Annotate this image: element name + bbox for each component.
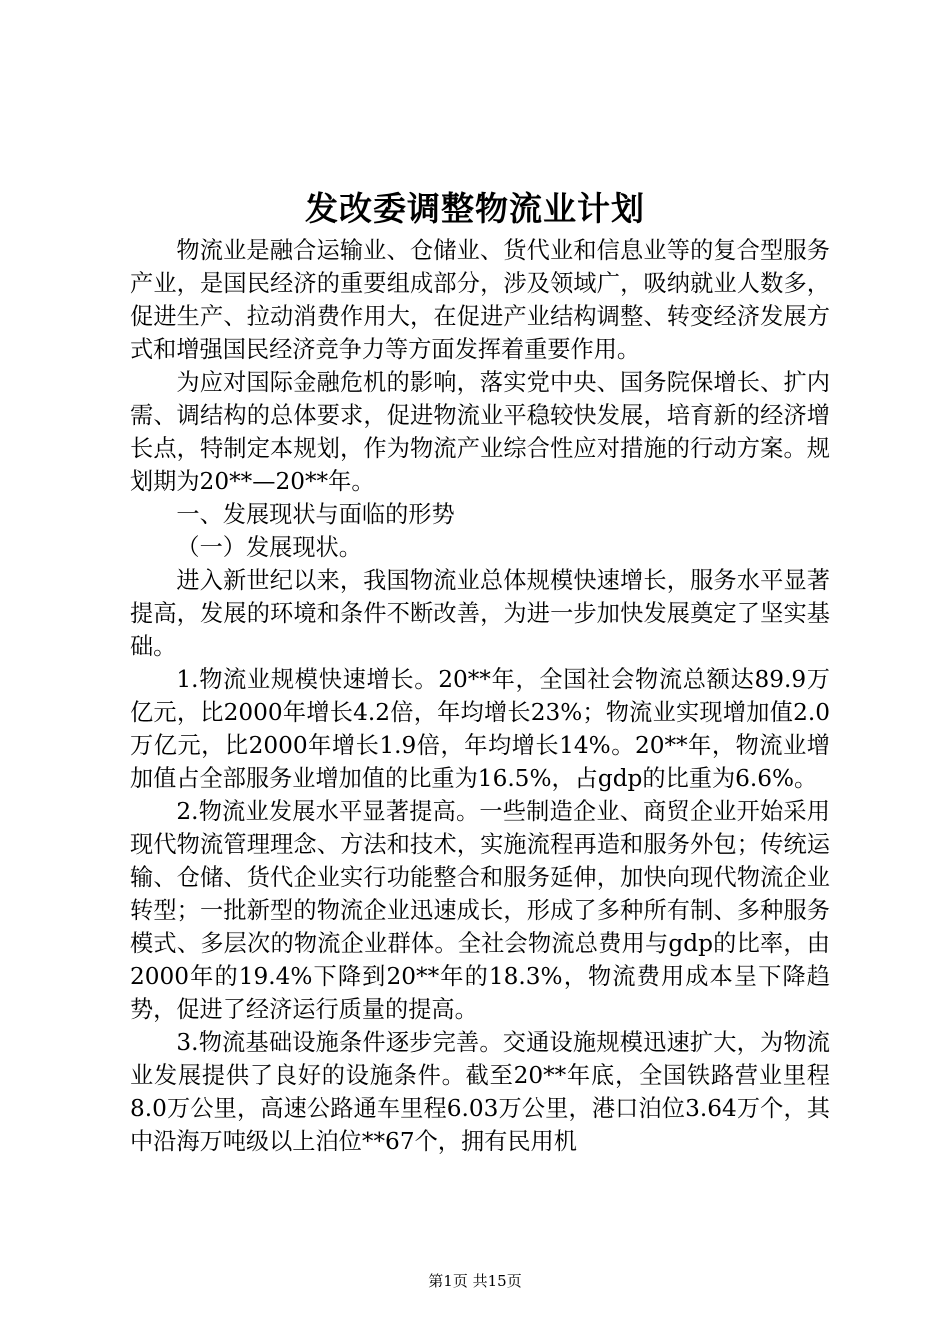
paragraph-purpose: 为应对国际金融危机的影响，落实党中央、国务院保增长、扩内需、调结构的总体要求，促进物流业平稳较快发展，培育新的经济增长点，特制定本规划，作为物流产业综合性应对措施的行动方案。规划期为20**—20**年。 — [130, 369, 830, 495]
page-number: 第1页 共15页 — [428, 1272, 522, 1290]
paragraph-point-1: 1.物流业规模快速增长。20**年，全国社会物流总额达89.9万亿元，比2000年增长4.2倍，年均增长23%；物流业实现增加值2.0万亿元，比2000年增长1.9倍，年均增长14%。20**年，物流业增加值占全部服务业增加值的比重为16.5%，占gdp的比重为6.6%。 — [130, 666, 830, 792]
subsection-heading: （一）发展现状。 — [176, 534, 362, 561]
paragraph-point-3: 3.物流基础设施条件逐步完善。交通设施规模迅速扩大，为物流业发展提供了良好的设施条件。截至20**年底，全国铁路营业里程8.0万公里，高速公路通车里程6.03万公里，港口泊位3.64万个，其中沿海万吨级以上泊位**67个，拥有民用机 — [130, 1029, 830, 1155]
paragraph-overview: 进入新世纪以来，我国物流业总体规模快速增长，服务水平显著提高，发展的环境和条件不断改善，为进一步加快发展奠定了坚实基础。 — [130, 567, 830, 660]
document-body — [130, 234, 830, 1158]
section-heading: 一、发展现状与面临的形势 — [176, 501, 455, 528]
page-title: 发改委调整物流业计划 — [305, 189, 645, 228]
paragraph-intro: 物流业是融合运输业、仓储业、货代业和信息业等的复合型服务产业，是国民经济的重要组成部分，涉及领域广，吸纳就业人数多，促进生产、拉动消费作用大，在促进产业结构调整、转变经济发展方式和增强国民经济竞争力等方面发挥着重要作用。 — [130, 237, 830, 363]
paragraph-point-2: 2.物流业发展水平显著提高。一些制造企业、商贸企业开始采用现代物流管理理念、方法和技术，实施流程再造和服务外包；传统运输、仓储、货代企业实行功能整合和服务延伸，加快向现代物流企业转型；一批新型的物流企业迅速成长，形成了多种所有制、多种服务模式、多层次的物流企业群体。全社会物流总费用与gdp的比率，由2000年的19.4%下降到20**年的18.3%，物流费用成本呈下降趋势，促进了经济运行质量的提高。 — [130, 798, 830, 1023]
